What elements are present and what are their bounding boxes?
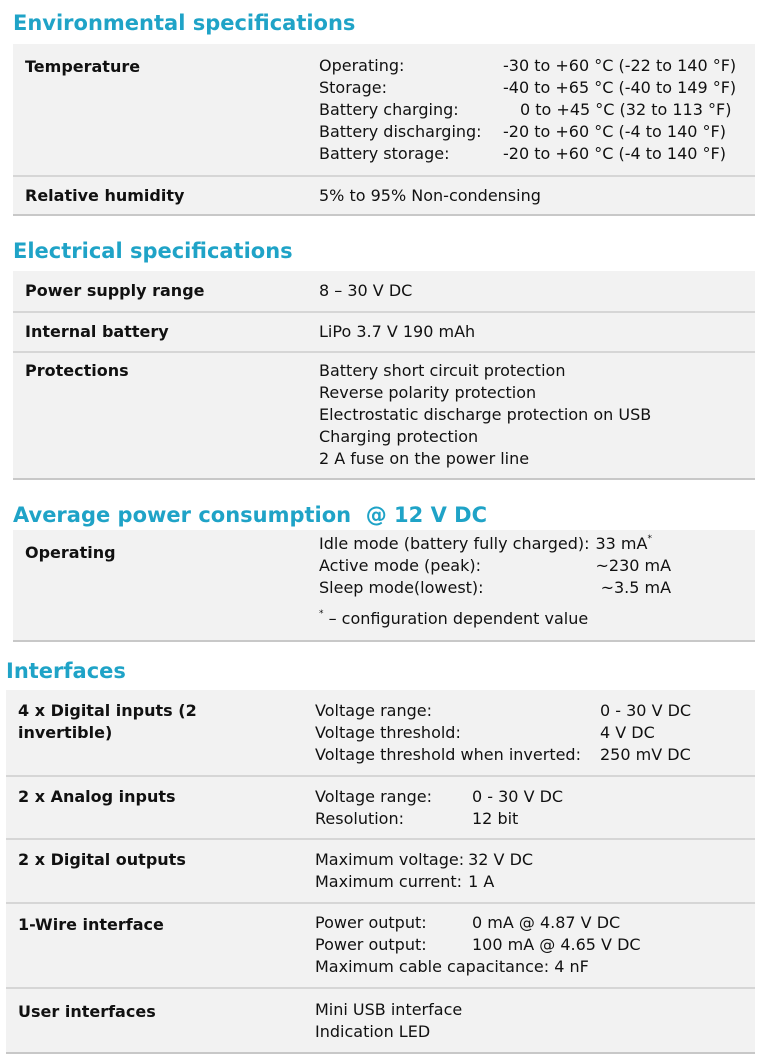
internal-battery-label: Internal battery [25, 322, 169, 341]
spec-row [315, 849, 533, 871]
protection-item: Electrostatic discharge protection on USB [319, 405, 652, 424]
internal-battery-value: LiPo 3.7 V 190 mAh [319, 322, 476, 341]
spec-value: 250 mV DC [600, 745, 691, 764]
digital-outputs-row [6, 838, 755, 904]
analog-inputs-label: 2 x Analog inputs [18, 787, 176, 806]
protection-item: 2 A fuse on the power line [319, 449, 530, 468]
mode-value-text: 33 mA [595, 534, 648, 553]
user-interface-item: Mini USB interface [315, 1000, 463, 1019]
mode-label: Idle mode (battery fully charged): [319, 534, 590, 553]
spec-value: 0 - 30 V DC [472, 787, 564, 806]
digital-inputs-label-line: 4 x Digital inputs (2 [18, 701, 197, 720]
electrical-specifications-table [13, 271, 755, 480]
interfaces-table [6, 690, 755, 1054]
spec-value: 12 bit [472, 809, 519, 828]
spec-value: 0 mA @ 4.87 V DC [472, 913, 621, 932]
mode-label: Sleep mode(lowest): [319, 578, 484, 597]
condition-label: Operating: [319, 56, 405, 75]
spec-value: 1 A [468, 872, 495, 891]
condition-label: Battery storage: [319, 144, 450, 163]
one-wire-interface-label: 1-Wire interface [18, 915, 164, 934]
spec-row [315, 956, 641, 978]
temperature-row-storage [319, 77, 736, 99]
relative-humidity-row [13, 175, 755, 214]
operating-row-idle [319, 533, 671, 555]
protections-label: Protections [25, 361, 129, 380]
spec-value: 100 mA @ 4.65 V DC [472, 935, 641, 954]
digital-outputs-values [315, 849, 533, 893]
mode-value [595, 533, 671, 555]
spec-label: Power output: [315, 935, 427, 954]
one-wire-interface-row [6, 902, 755, 989]
protections-list [319, 360, 651, 470]
relative-humidity-label: Relative humidity [25, 186, 185, 205]
operating-label: Operating [25, 543, 116, 562]
analog-inputs-row [6, 775, 755, 840]
condition-value: -20 to +60 °C (-4 to 140 °F) [503, 144, 726, 163]
footnote-mark: * [319, 609, 324, 619]
user-interfaces-row [6, 987, 755, 1052]
spec-label: Power output: [315, 913, 427, 932]
power-consumption-table [13, 530, 755, 642]
mode-label: Active mode (peak): [319, 556, 481, 575]
temperature-label: Temperature [25, 57, 141, 76]
temperature-row [13, 44, 755, 177]
spec-label: Voltage range: [315, 787, 433, 806]
mode-value: ~3.5 mA [600, 578, 672, 597]
operating-row-sleep [319, 577, 671, 599]
one-wire-values [315, 912, 641, 978]
electrical-specifications-heading: Electrical specifications [13, 239, 293, 263]
spec-row [315, 744, 691, 766]
configuration-footnote [319, 608, 588, 630]
protections-row [13, 351, 755, 478]
protection-item: Charging protection [319, 427, 479, 446]
environmental-specifications-table [13, 44, 755, 216]
spec-label: Maximum current: [315, 872, 463, 891]
mode-value: ~230 mA [595, 556, 672, 575]
condition-label: Storage: [319, 78, 387, 97]
digital-inputs-label [18, 700, 197, 744]
interfaces-heading: Interfaces [6, 659, 126, 683]
environmental-specifications-heading: Environmental specifications [13, 11, 356, 35]
user-interfaces-list [315, 999, 462, 1043]
digital-inputs-values [315, 700, 691, 766]
spec-row [315, 934, 641, 956]
protection-item: Reverse polarity protection [319, 383, 537, 402]
condition-value: -40 to +65 °C (-40 to 149 °F) [503, 78, 737, 97]
cable-capacitance: Maximum cable capacitance: 4 nF [315, 957, 589, 976]
footnote-text: – configuration dependent value [323, 609, 589, 628]
spec-row [315, 808, 563, 830]
spec-label: Voltage threshold when inverted: [315, 745, 581, 764]
power-supply-range-row [13, 271, 755, 313]
spec-row [315, 722, 691, 744]
operating-values [319, 533, 671, 599]
condition-label: Battery charging: [319, 100, 459, 119]
spec-label: Voltage range: [315, 701, 433, 720]
temperature-row-battery-discharging [319, 121, 736, 143]
spec-row [315, 871, 533, 893]
footnote-mark: * [647, 534, 652, 544]
user-interface-item: Indication LED [315, 1022, 431, 1041]
condition-label: Battery discharging: [319, 122, 482, 141]
temperature-row-battery-storage [319, 143, 736, 165]
condition-value: -30 to +60 °C (-22 to 140 °F) [503, 56, 737, 75]
internal-battery-row [13, 311, 755, 353]
temperature-row-battery-charging [319, 99, 736, 121]
user-interfaces-label: User interfaces [18, 1002, 156, 1021]
digital-inputs-row [6, 690, 755, 777]
relative-humidity-value: 5% to 95% Non-condensing [319, 186, 541, 205]
temperature-row-operating [319, 55, 736, 77]
spec-value: 0 - 30 V DC [600, 701, 692, 720]
spec-row [315, 912, 641, 934]
power-supply-range-value: 8 – 30 V DC [319, 281, 413, 300]
digital-outputs-label: 2 x Digital outputs [18, 850, 186, 869]
operating-row-active [319, 555, 671, 577]
condition-value: 0 to +45 °C (32 to 113 °F) [520, 100, 732, 119]
power-consumption-heading: Average power consumption @ 12 V DC [13, 503, 487, 527]
analog-inputs-values [315, 786, 563, 830]
spec-row [315, 786, 563, 808]
spec-row [315, 700, 691, 722]
power-supply-range-label: Power supply range [25, 281, 205, 300]
spec-value: 4 V DC [600, 723, 655, 742]
spec-value: 32 V DC [468, 850, 534, 869]
temperature-values [319, 55, 736, 165]
spec-label: Maximum voltage: [315, 850, 465, 869]
condition-value: -20 to +60 °C (-4 to 140 °F) [503, 122, 726, 141]
operating-row [13, 530, 755, 640]
spec-label: Voltage threshold: [315, 723, 461, 742]
digital-inputs-label-line: invertible) [18, 723, 113, 742]
protection-item: Battery short circuit protection [319, 361, 566, 380]
spec-label: Resolution: [315, 809, 404, 828]
